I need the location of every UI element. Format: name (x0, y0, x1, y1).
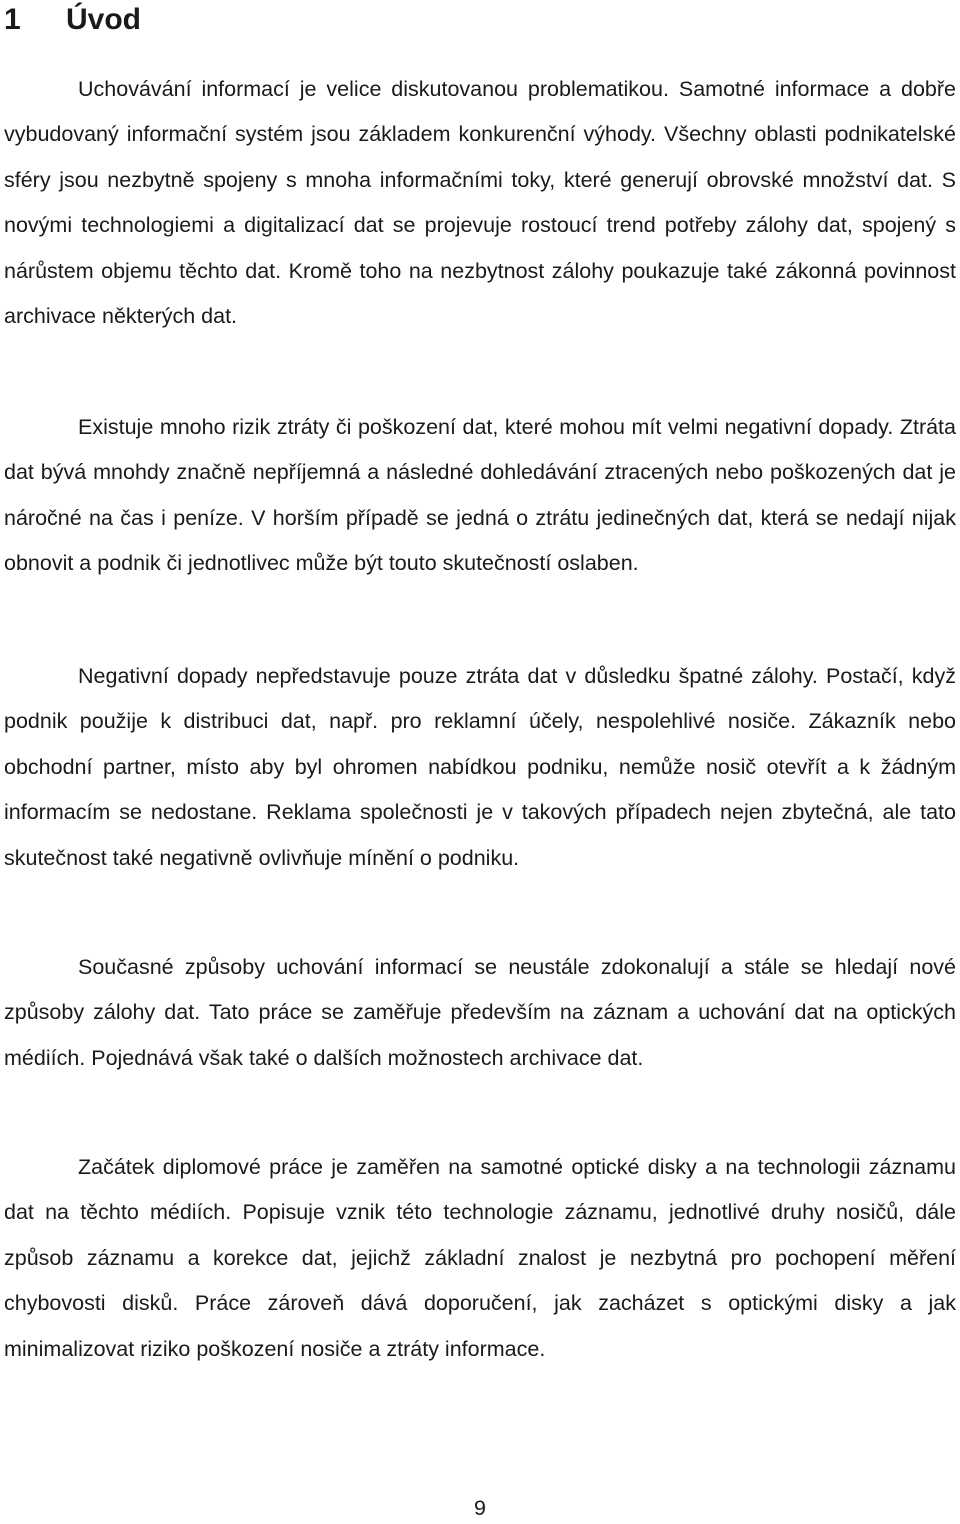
paragraph: Uchovávání informací je velice diskutovanou problematikou. Samotné informace a dobře vybudovaný informační systém jsou základem konkurenční výhody. Všechny oblasti podnikatelské sféry jsou nezbytně spojeny s mnoha informačními toky, které generují obrovské množství dat. S novými technologiemi a digitalizací dat se projevuje rostoucí trend potřeby zálohy dat, spojený s nárůstem objemu těchto dat. Kromě toho na nezbytnost zálohy poukazuje také zákonná povinnost archivace některých dat. (4, 77, 956, 329)
chapter-title: Úvod (66, 3, 141, 36)
paragraph: Začátek diplomové práce je zaměřen na samotné optické disky a na technologii záznamu dat na těchto médiích. Popisuje vznik této technologie záznamu, jednotlivé druhy nosičů, dále způsob záznamu a korekce dat, jejichž základní znalost je nezbytná pro pochopení měření chybovosti disků. Práce zároveň dává doporučení, jak zacházet s optickými disky a jak minimalizovat riziko poškození nosiče a ztráty informace. (4, 1155, 956, 1361)
paragraph: Existuje mnoho rizik ztráty či poškození dat, které mohou mít velmi negativní dopady. Ztráta dat bývá mnohdy značně nepříjemná a následné dohledávání ztracených nebo poškozených dat je náročné na čas i peníze. V horším případě se jedná o ztrátu jedinečných dat, která se nedají nijak obnovit a podnik či jednotlivec může být touto skutečností oslaben. (4, 415, 956, 576)
paragraph: Negativní dopady nepředstavuje pouze ztráta dat v důsledku špatné zálohy. Postačí, když podnik použije k distribuci dat, např. pro reklamní účely, nespolehlivé nosiče. Zákazník nebo obchodní partner, místo aby byl ohromen nabídkou podniku, nemůže nosič otevřít a k žádným informacím se nedostane. Reklama společnosti je v takových případech nejen zbytečná, ale tato skutečnost také negativně ovlivňuje mínění o podniku. (4, 664, 956, 870)
chapter-number: 1 (4, 3, 21, 36)
page-number: 9 (474, 1496, 486, 1520)
chapter-heading (4, 0, 141, 40)
paragraph: Současné způsoby uchování informací se neustále zdokonalují a stále se hledají nové způsoby zálohy dat. Tato práce se zaměřuje především na záznam a uchování dat na optických médiích. Pojednává však také o dalších možnostech archivace dat. (4, 955, 956, 1070)
